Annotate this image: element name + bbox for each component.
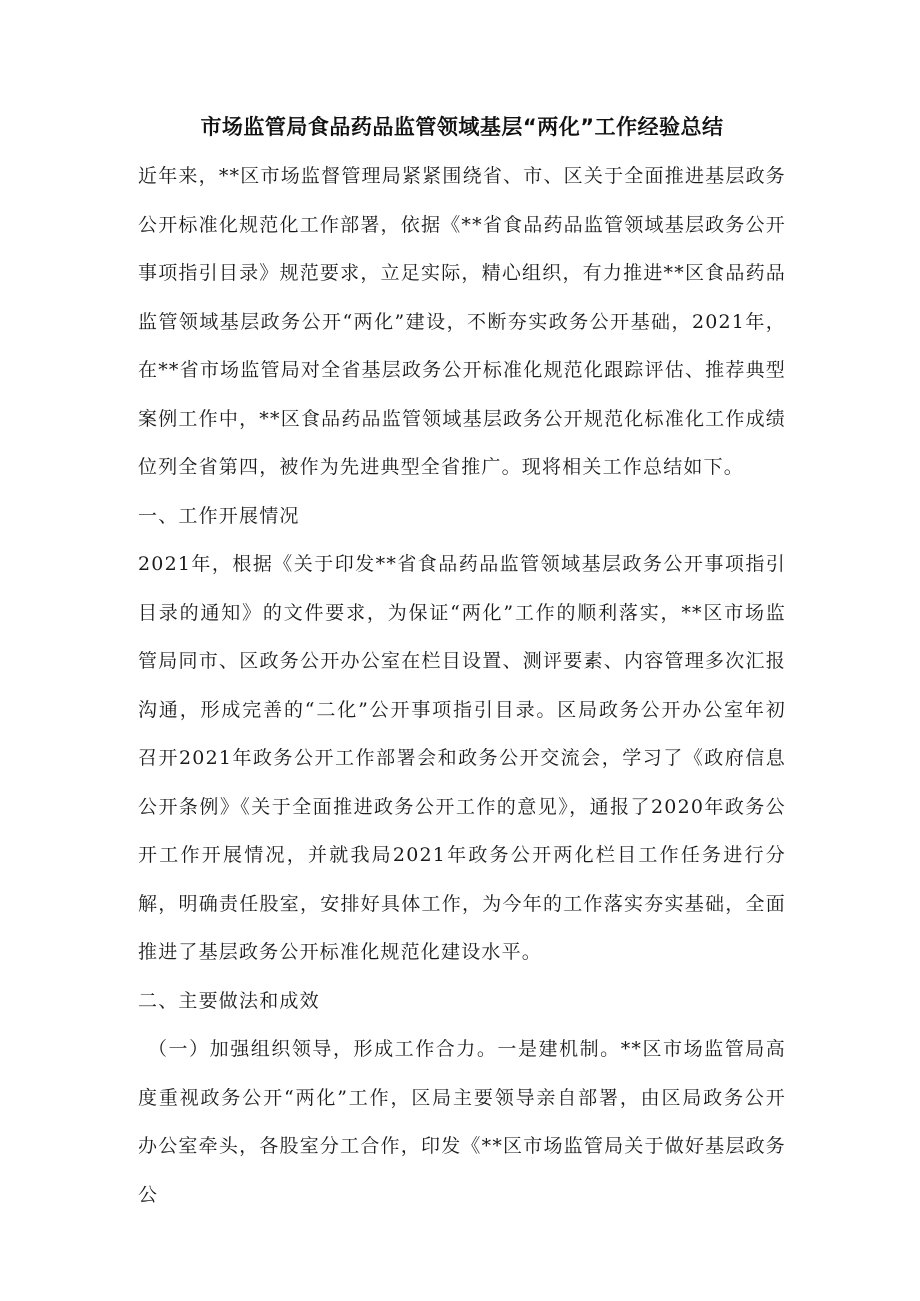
intro-paragraph: 近年来，**区市场监督管理局紧紧围绕省、市、区关于全面推进基层政务公开标准化规范化工作部署，依据《**省食品药品监管领域基层政务公开事项指引目录》规范要求，立足实际，精心组织，有力推进**区食品药品监管领域基层政务公开“两化”建设，不断夯实政务公开基础，2021年，在**省市场监管局对全省基层政务公开标准化规范化跟踪评估、推荐典型案例工作中，**区食品药品监管领域基层政务公开规范化标准化工作成绩位列全省第四，被作为先进典型全省推广。现将相关工作总结如下。: [138, 165, 786, 478]
section-heading-work-progress: 一、工作开展情况: [138, 504, 300, 527]
section-heading-main-practices: 二、主要做法和成效: [138, 989, 320, 1012]
organization-leadership-paragraph: （一）加强组织领导，形成工作合力。一是建机制。**区市场监管局高度重视政务公开“两化”工作，区局主要领导亲自部署，由区局政务公开办公室牵头，各股室分工合作，印发《**区市场监管局关于做好基层政务公: [138, 1038, 786, 1206]
work-progress-paragraph: 2021年，根据《关于印发**省食品药品监管领域基层政务公开事项指引目录的通知》的文件要求，为保证“两化”工作的顺利落实，**区市场监管局同市、区政务公开办公室在栏目设置、测评要素、内容管理多次汇报沟通，形成完善的“二化”公开事项指引目录。区局政务公开办公室年初召开2021年政务公开工作部署会和政务公开交流会，学习了《政府信息公开条例》《关于全面推进政务公开工作的意见》，通报了2020年政务公开工作开展情况，并就我局2021年政务公开两化栏目工作任务进行分解，明确责任股室，安排好具体工作，为今年的工作落实夯实基础，全面推进了基层政务公开标准化规范化建设水平。: [138, 553, 786, 963]
document-title: 市场监管局食品药品监管领域基层“两化”工作经验总结: [200, 115, 724, 139]
